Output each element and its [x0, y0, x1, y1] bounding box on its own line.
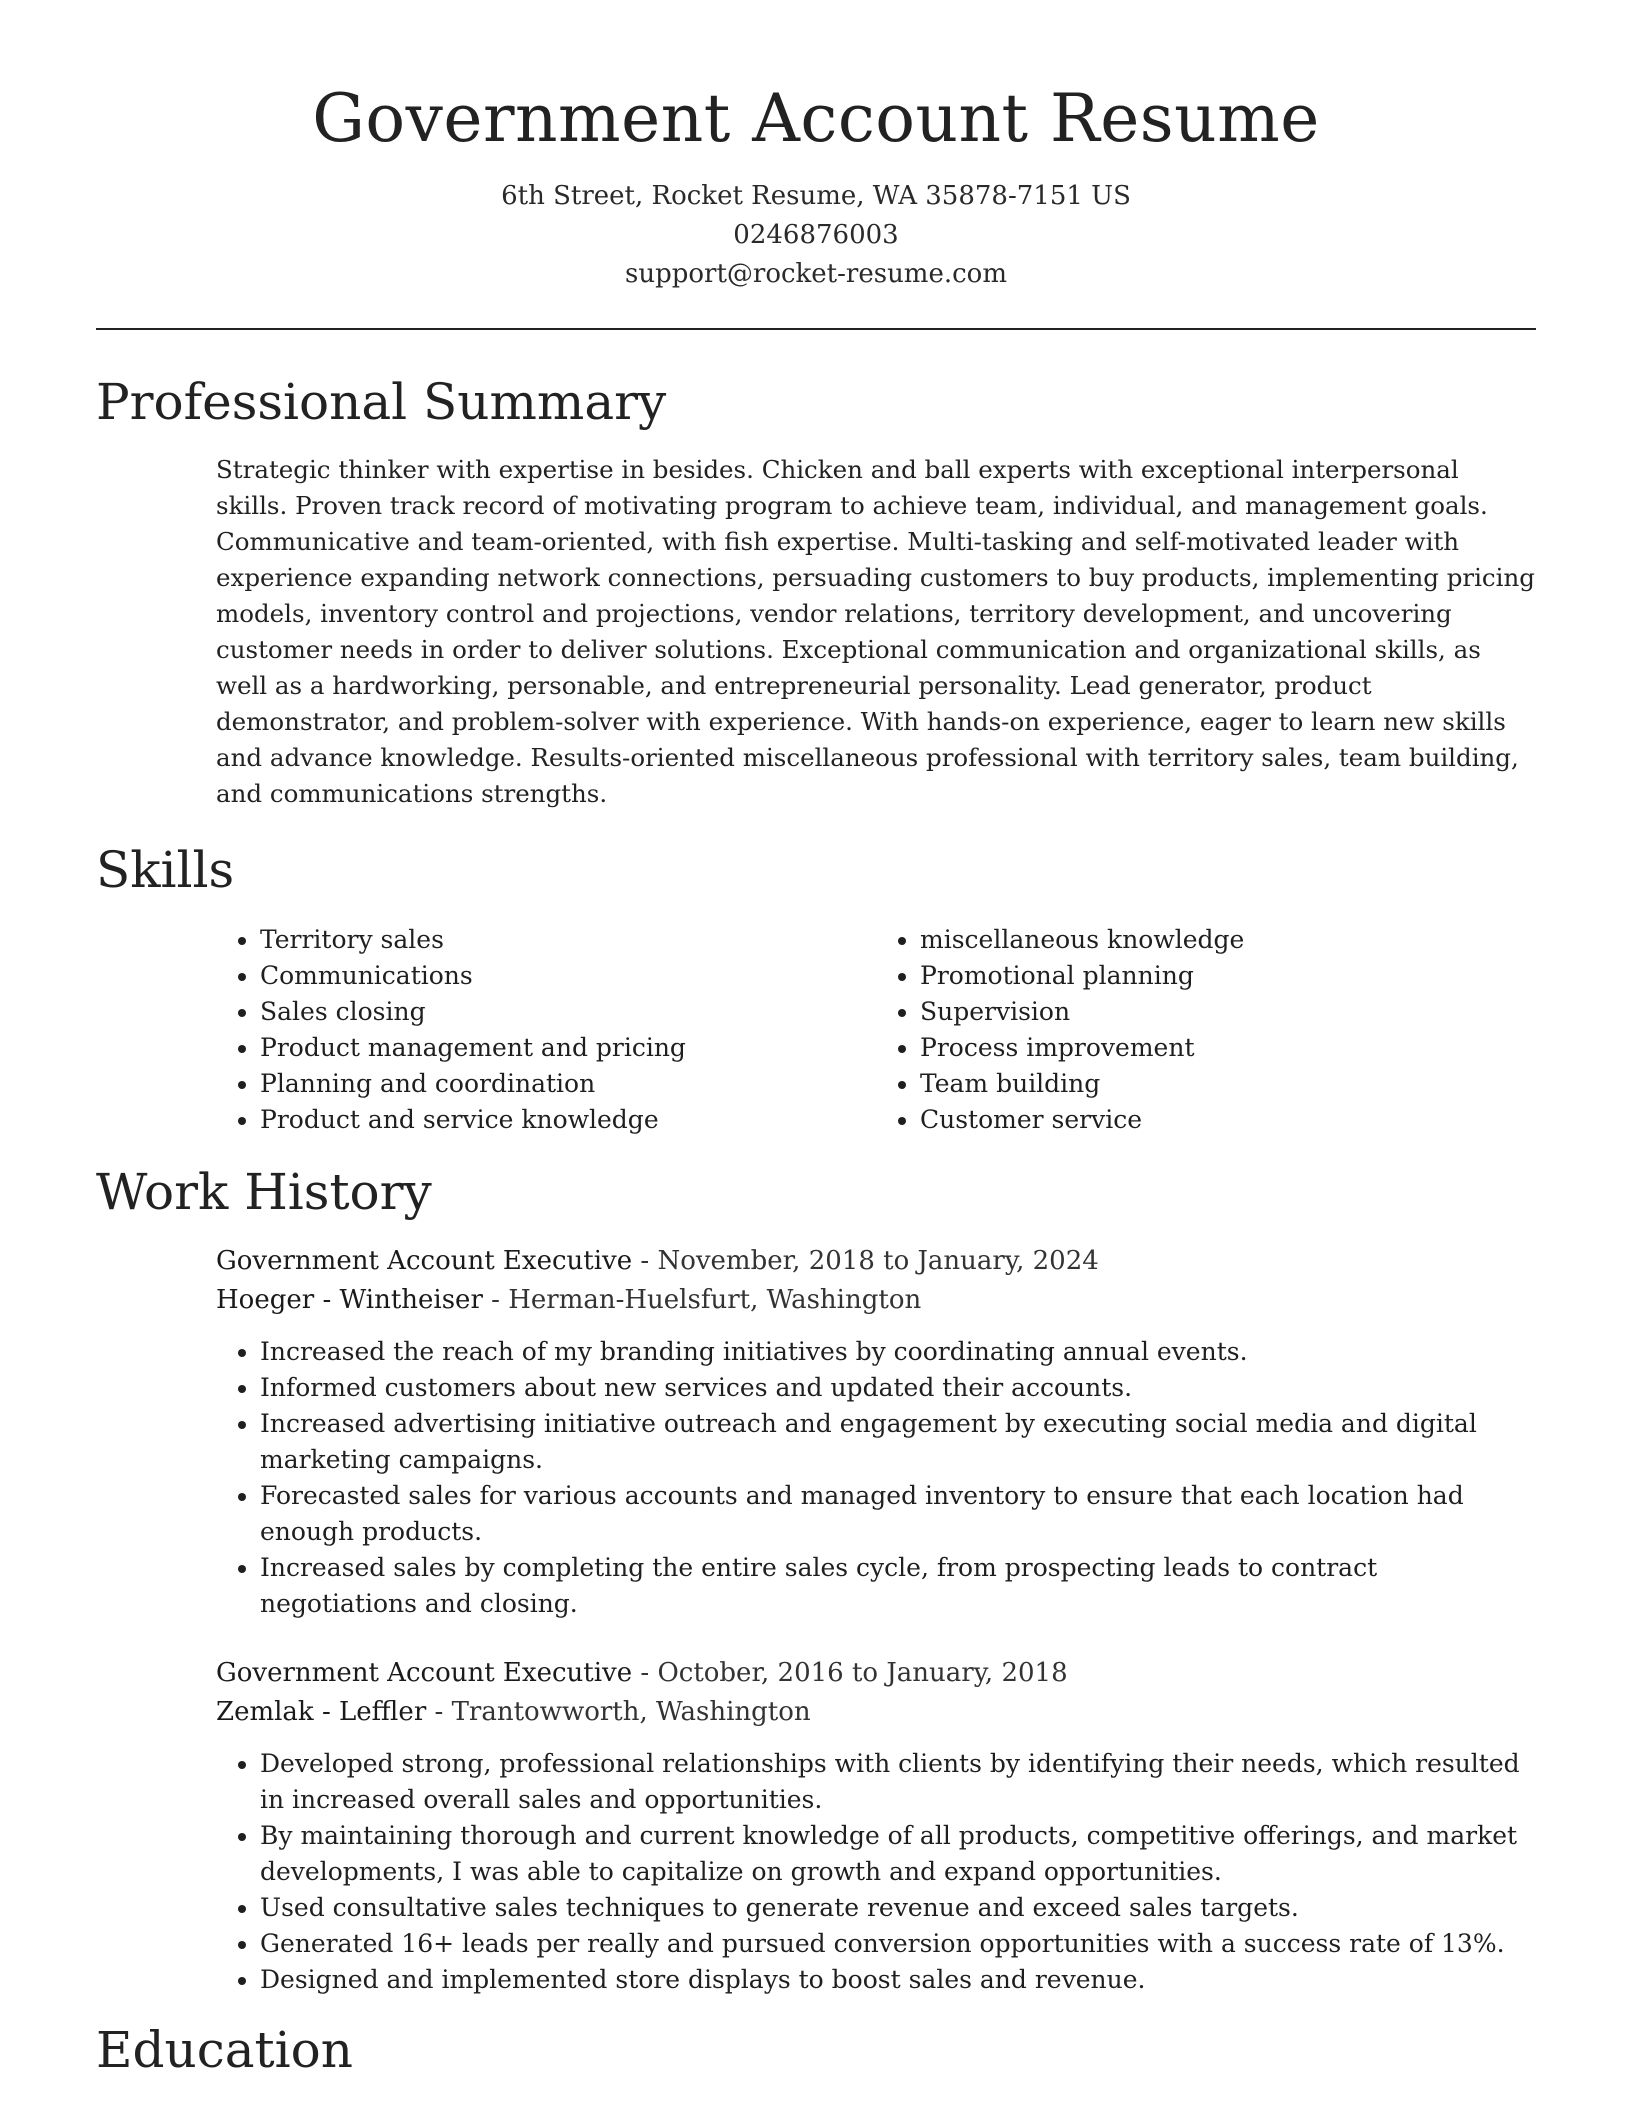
job-company-line [216, 1693, 1536, 1732]
skills-section [96, 840, 1536, 1138]
header-divider [96, 328, 1536, 330]
separator: - [632, 1246, 658, 1276]
resume-header [96, 0, 1536, 294]
duty-item: • Informed customers about new services and updated their accounts. [260, 1370, 1536, 1406]
job-company: Hoeger - Wintheiser [216, 1285, 483, 1315]
job-entry [216, 1654, 1536, 1998]
skill-item: • Supervision [920, 994, 1536, 1030]
education-heading: Education [96, 2021, 353, 2079]
skill-item: • Process improvement [920, 1030, 1536, 1066]
separator: - [482, 1285, 509, 1315]
job-position: Government Account Executive [216, 1658, 633, 1688]
skill-item: • Team building [920, 1066, 1536, 1102]
duty-item: • By maintaining thorough and current knowledge of all products, competitive offerings, and market developments, I was able to capitalize on growth and expand opportunities. [260, 1818, 1536, 1890]
phone-number: 0246876003 [733, 220, 899, 250]
separator: - [426, 1697, 452, 1727]
skills-column-right [876, 922, 1536, 1138]
job-entry [216, 1242, 1536, 1622]
job-company-line [216, 1281, 1536, 1320]
work-history-heading: Work History [96, 1163, 432, 1221]
job-title-line [216, 1242, 1536, 1281]
duty-item: • Forecasted sales for various accounts and managed inventory to ensure that each location had enough products. [260, 1478, 1536, 1550]
email-address: support@rocket-resume.com [624, 259, 1007, 289]
work-history-section [96, 1162, 1536, 1998]
separator: - [632, 1658, 658, 1688]
job-dates: October, 2016 to January, 2018 [657, 1658, 1068, 1688]
job-location: Trantowworth, Washington [451, 1697, 811, 1727]
summary-text: Strategic thinker with expertise in besides. Chicken and ball experts with exceptional interpersonal skills. Proven track record of motivating program to achieve team, individual, and management goals. Communicative and team-oriented, with fish expertise. Multi-tasking and self-motivated leader with experience expanding network connections, persuading customers to buy products, implementing pricing models, inventory control and projections, vendor relations, territory development, and uncovering customer needs in order to deliver solutions. Exceptional communication and organizational skills, as well as a hardworking, personable, and entrepreneurial personality. Lead generator, product demonstrator, and problem-solver with experience. With hands-on experience, eager to learn new skills and advance knowledge. Results-oriented miscellaneous professional with territory sales, team building, and communications strengths. [216, 455, 1535, 808]
job-location: Herman-Huelsfurt, Washington [508, 1285, 922, 1315]
job-company: Zemlak - Leffler [216, 1697, 427, 1727]
skill-item: • Sales closing [260, 994, 876, 1030]
duty-item: • Increased advertising initiative outreach and engagement by executing social media and digital marketing campaigns. [260, 1406, 1536, 1478]
job-title-line [216, 1654, 1536, 1693]
skill-item: • Customer service [920, 1102, 1536, 1138]
resume-title: Government Account Resume [312, 80, 1320, 157]
skills-grid [216, 922, 1536, 1138]
skill-item: • Promotional planning [920, 958, 1536, 994]
summary-heading: Professional Summary [96, 373, 667, 431]
skills-column-left [216, 922, 876, 1138]
job-duties [216, 1334, 1536, 1622]
skill-item: • Product and service knowledge [260, 1102, 876, 1138]
skill-item: • Communications [260, 958, 876, 994]
skill-item: • Planning and coordination [260, 1066, 876, 1102]
duty-item: • Increased sales by completing the entire sales cycle, from prospecting leads to contract negotiations and closing. [260, 1550, 1536, 1622]
skill-item: • miscellaneous knowledge [920, 922, 1536, 958]
summary-section [96, 372, 1536, 812]
duty-item: • Developed strong, professional relationships with clients by identifying their needs, which resulted in increased overall sales and opportunities. [260, 1746, 1536, 1818]
education-section [96, 2020, 1536, 2080]
skill-item: • Territory sales [260, 922, 876, 958]
job-dates: November, 2018 to January, 2024 [657, 1246, 1099, 1276]
duty-item: • Used consultative sales techniques to generate revenue and exceed sales targets. [260, 1890, 1536, 1926]
skill-item: • Product management and pricing [260, 1030, 876, 1066]
job-position: Government Account Executive [216, 1246, 633, 1276]
duty-item: • Increased the reach of my branding initiatives by coordinating annual events. [260, 1334, 1536, 1370]
duty-item: • Designed and implemented store displays to boost sales and revenue. [260, 1962, 1536, 1998]
job-duties [216, 1746, 1536, 1998]
skills-heading: Skills [96, 841, 235, 899]
duty-item: • Generated 16+ leads per really and pursued conversion opportunities with a success rate of 13%. [260, 1926, 1536, 1962]
address: 6th Street, Rocket Resume, WA 35878-7151 US [501, 181, 1131, 211]
